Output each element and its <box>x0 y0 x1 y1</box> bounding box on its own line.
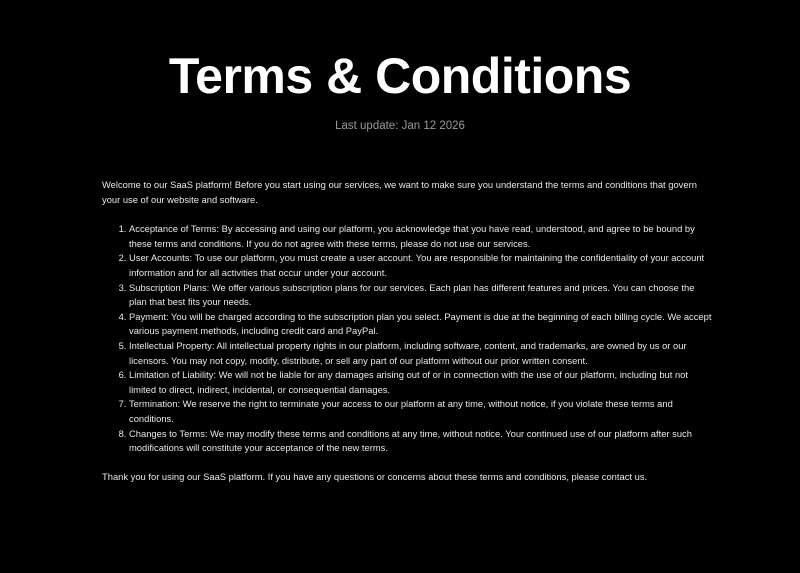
last-update-text: Last update: Jan 12 2026 <box>335 120 465 132</box>
closing-paragraph: Thank you for using our SaaS platform. If you have any questions or concerns about these terms and conditions, please contact us. <box>102 470 648 482</box>
terms-content <box>102 178 712 484</box>
page-title: Terms & Conditions <box>168 48 632 104</box>
term-item-user-accounts: 2. User Accounts: To use our platform, you must create a user account. You are responsible for maintaining the confidentiality of your account information and for all activities that occur under your account. <box>129 251 712 280</box>
term-item-subscription-plans: 3. Subscription Plans: We offer various subscription plans for our services. Each plan has different features and prices. You can choose the plan that best fits your needs. <box>129 281 712 310</box>
terms-list <box>102 222 712 456</box>
intro-paragraph: Welcome to our SaaS platform! Before you start using our services, we want to make sure you understand the terms and conditions that govern your use of our website and software. <box>102 179 697 205</box>
term-item-termination: 7. Termination: We reserve the right to terminate your access to our platform at any time, without notice, if you violate these terms and conditions. <box>129 397 712 426</box>
term-item-limitation-of-liability: 6. Limitation of Liability: We will not be liable for any damages arising out of or in connection with the use of our platform, including but not limited to direct, indirect, incidental, or consequential damages. <box>129 368 712 397</box>
term-item-intellectual-property: 5. Intellectual Property: All intellectual property rights in our platform, including software, content, and trademarks, are owned by us or our licensors. You may not copy, modify, distribute, or sell any part of our platform without our prior written consent. <box>129 339 712 368</box>
term-item-payment: 4. Payment: You will be charged according to the subscription plan you select. Payment is due at the beginning of each billing cycle. We accept various payment methods, including credit card and PayPal. <box>129 310 712 339</box>
term-item-acceptance: 1. Acceptance of Terms: By accessing and using our platform, you acknowledge that you have read, understood, and agree to be bound by these terms and conditions. If you do not agree with these terms, please do not use our services. <box>129 222 712 251</box>
term-item-changes-to-terms: 8. Changes to Terms: We may modify these terms and conditions at any time, without notice. Your continued use of our platform after such modifications will constitute your acceptance of the new terms. <box>129 427 712 456</box>
